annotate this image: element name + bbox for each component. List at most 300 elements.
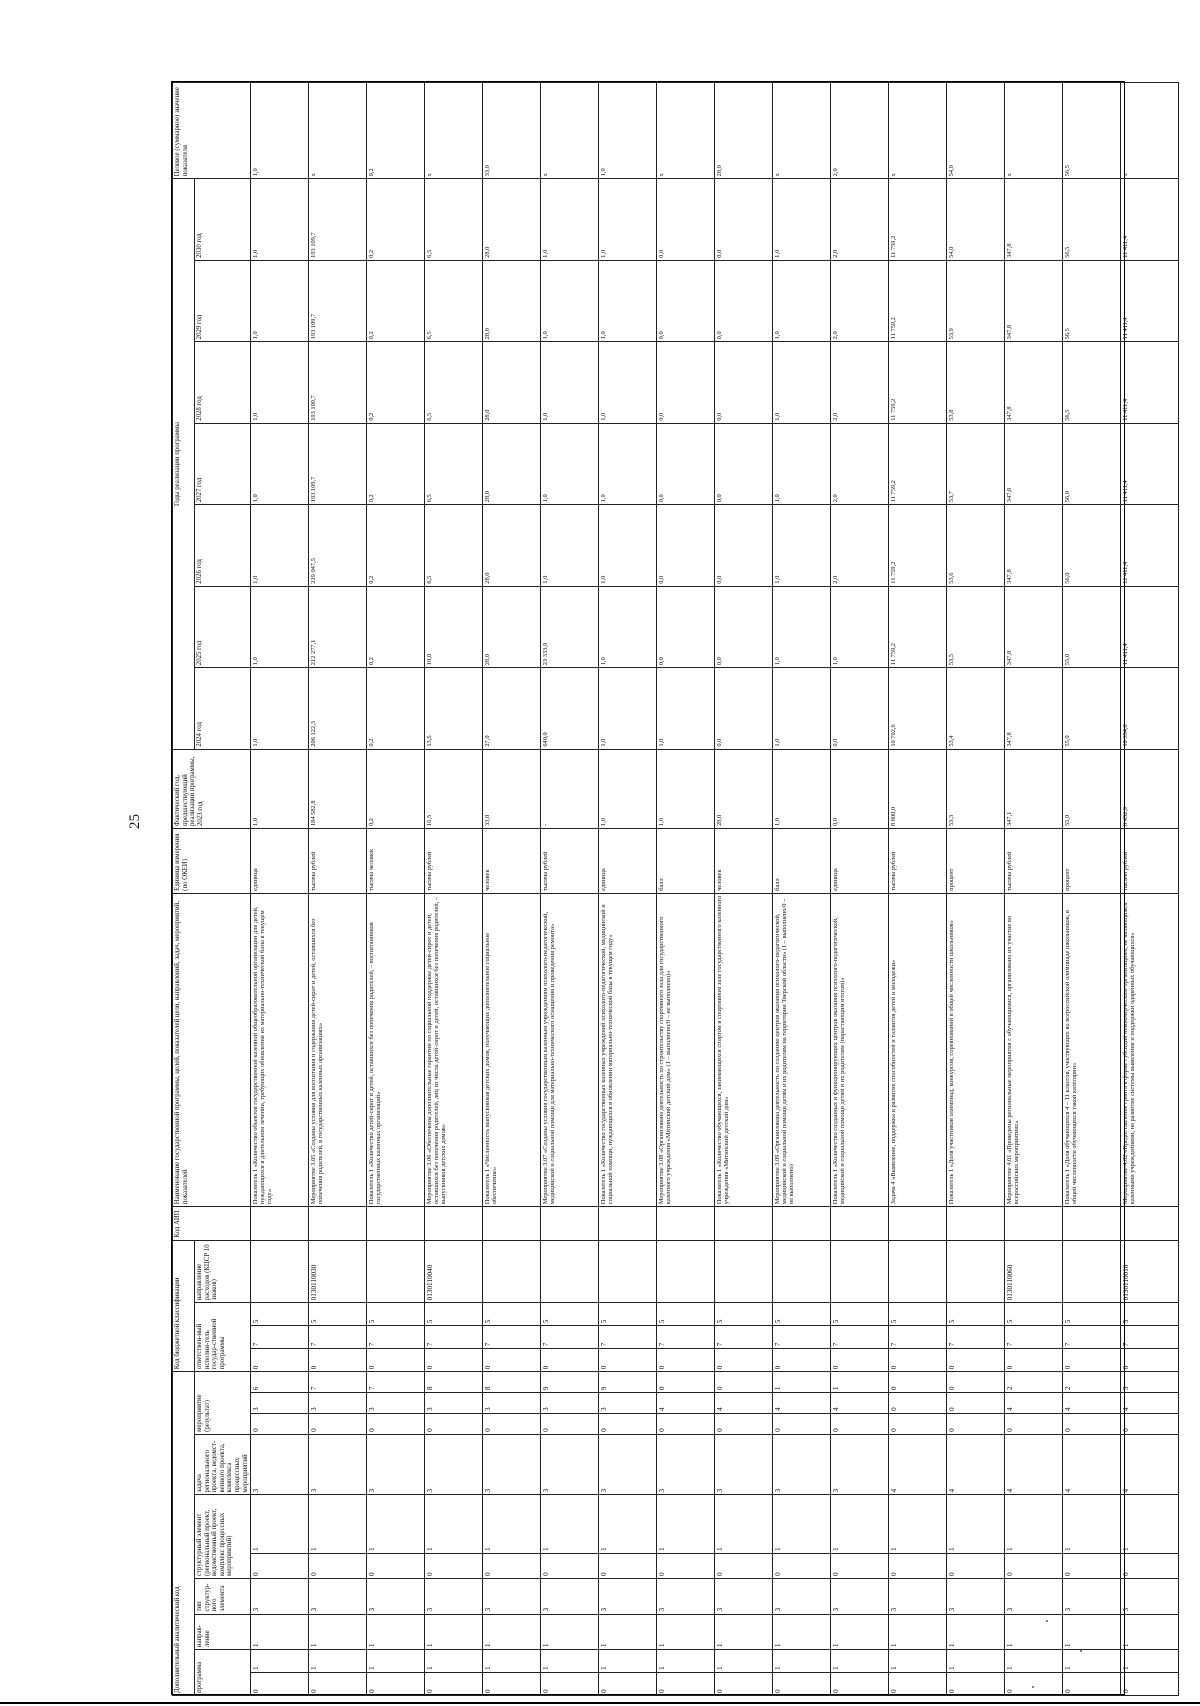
name-cell: Мероприятие 3.05 «Созданы условия для воспитания и содержания детей-сирот и детей, оставшихся без попечения родителей, в государственных казенных организациях» (309, 893, 367, 1206)
year-value-cell: 11 411,4 (1121, 586, 1179, 667)
code-digit-cell: 1 (367, 1614, 425, 1650)
table-row (889, 83, 947, 1696)
year-value-cell: 0,2 (367, 423, 425, 504)
aip-cell (309, 1207, 367, 1240)
code-digit-cell: 3 (947, 1579, 1005, 1615)
year-value-cell: 347,8 (1005, 505, 1063, 586)
code-digit-cell: 5 (947, 1303, 1005, 1326)
fact-value-cell: 33,0 (483, 749, 541, 828)
code-digit-cell: 3 (367, 1579, 425, 1615)
scan-speck (1080, 1650, 1082, 1652)
code-digit-cell: 0 (599, 1553, 657, 1578)
code-digit-cell: 1 (483, 1614, 541, 1650)
name-cell: Показатель 1 «Количество объектов государственной казенной общеобразовательной организации для детей, нуждающихся в длительном лечении, требующих обновления их материально-технической базы в текущем году» (251, 893, 309, 1206)
code-digit-cell: 0 (831, 1553, 889, 1578)
header-year-2029: 2029 год (195, 260, 251, 341)
final-value-cell: x (773, 83, 831, 179)
header-aip: Код АИП (173, 1207, 251, 1240)
code-digit-cell: 4 (1005, 1434, 1063, 1495)
year-value-cell: 11 411,4 (1121, 260, 1179, 341)
year-value-cell: 1,0 (773, 179, 831, 261)
aip-cell (947, 1207, 1005, 1240)
code-digit-cell: 0 (309, 1414, 367, 1435)
year-value-cell: 1,0 (251, 179, 309, 261)
year-value-cell: 6,5 (425, 260, 483, 341)
code-digit-cell: 3 (309, 1434, 367, 1495)
table-rotator (172, 82, 1137, 1696)
code-digit-cell: 0 (889, 1393, 947, 1414)
code-digit-cell: 0 (599, 1414, 657, 1435)
year-value-cell: 28,0 (483, 423, 541, 504)
code-digit-cell: 0 (483, 1673, 541, 1696)
aip-cell (773, 1207, 831, 1240)
fact-value-cell: 1,0 (657, 749, 715, 828)
code-digit-cell: 1 (831, 1372, 889, 1393)
aip-cell (715, 1207, 773, 1240)
table-row (425, 83, 483, 1696)
code-digit-cell: 0 (1063, 1349, 1121, 1372)
unit-cell: тысяча рублей (1121, 829, 1179, 894)
fact-value-cell: 8 800,0 (889, 749, 947, 828)
code-digit-cell: 1 (251, 1495, 309, 1553)
code-digit-cell: 7 (1005, 1326, 1063, 1349)
kcsr-cell (599, 1240, 657, 1303)
year-value-cell: 1,0 (599, 342, 657, 423)
header-year-2025: 2025 год (195, 586, 251, 667)
code-digit-cell: 1 (889, 1614, 947, 1650)
fact-value-cell: 347,1 (1005, 749, 1063, 828)
year-value-cell: 1,0 (599, 179, 657, 261)
aip-cell (831, 1207, 889, 1240)
aip-cell (251, 1207, 309, 1240)
code-digit-cell: 0 (715, 1372, 773, 1393)
code-digit-cell: 0 (889, 1349, 947, 1372)
code-digit-cell: 7 (715, 1326, 773, 1349)
year-value-cell: 13,5 (425, 668, 483, 749)
code-digit-cell: 3 (599, 1393, 657, 1414)
code-digit-cell: 5 (657, 1303, 715, 1326)
final-value-cell: 2,0 (831, 83, 889, 179)
final-value-cell: x (1005, 83, 1063, 179)
aip-cell (889, 1207, 947, 1240)
aip-cell (599, 1207, 657, 1240)
code-digit-cell: 1 (599, 1614, 657, 1650)
code-digit-cell: 5 (483, 1303, 541, 1326)
aip-cell (657, 1207, 715, 1240)
year-value-cell: 0,0 (657, 179, 715, 261)
code-digit-cell: 3 (541, 1579, 599, 1615)
code-digit-cell: 4 (1005, 1393, 1063, 1414)
header-name: Наименование государственной программы, целей, показателей цели, направлений, задач, мероприятий, показателей (173, 893, 251, 1206)
code-digit-cell: 5 (425, 1303, 483, 1326)
code-digit-cell: 7 (889, 1326, 947, 1349)
code-digit-cell: 3 (831, 1434, 889, 1495)
code-digit-cell: 3 (831, 1579, 889, 1615)
code-digit-cell: 1 (599, 1495, 657, 1553)
code-digit-cell: 0 (309, 1349, 367, 1372)
code-digit-cell: 3 (483, 1393, 541, 1414)
scan-edge-line (0, 1702, 1200, 1704)
code-digit-cell: 7 (831, 1326, 889, 1349)
final-value-cell: x (1121, 83, 1179, 179)
code-digit-cell: 0 (1063, 1553, 1121, 1578)
code-digit-cell: 8 (483, 1372, 541, 1393)
unit-cell: тысяча рублей (1005, 829, 1063, 894)
code-digit-cell: 0 (947, 1349, 1005, 1372)
year-value-cell: 0,0 (657, 260, 715, 341)
code-digit-cell: 5 (1063, 1303, 1121, 1326)
header-task: задача регионального проекта, ведомст-венного проекта, комплекса процессных мероприятий (195, 1434, 251, 1495)
name-cell: Мероприятие 3.09 «Организована деятельность по созданию центров оказания психолого-педагогической, медицинской и социальной помощи детям и их родителям на территории Тверской области» (1 – выполнено/0 – не выполнено) (773, 893, 831, 1206)
code-digit-cell: 7 (425, 1326, 483, 1349)
unit-cell: балл (773, 829, 831, 894)
year-value-cell: 1,0 (773, 505, 831, 586)
code-digit-cell: 0 (657, 1553, 715, 1578)
code-digit-cell: 1 (889, 1495, 947, 1553)
code-digit-cell: 1 (1005, 1495, 1063, 1553)
kcsr-cell (367, 1240, 425, 1303)
name-cell: Мероприятие 3.06 «Обеспечены дополнительные гарантии по социальной поддержке детей-сирот и детей, оставшихся без попечения родителей, лиц из числа детей-сирот и детей, оставшихся без попечения родителей, – выпускников детских домов» (425, 893, 483, 1206)
code-digit-cell: 1 (947, 1650, 1005, 1673)
code-digit-cell: 3 (889, 1579, 947, 1615)
code-digit-cell: 5 (309, 1303, 367, 1326)
table-row (715, 83, 773, 1696)
fact-value-cell: 16,5 (425, 749, 483, 828)
code-digit-cell: 5 (1005, 1303, 1063, 1326)
year-value-cell: 1,0 (541, 260, 599, 341)
year-value-cell: 53,5 (947, 586, 1005, 667)
table-row (831, 83, 889, 1696)
year-value-cell: 0,0 (715, 668, 773, 749)
header-year-2027: 2027 год (195, 423, 251, 504)
year-value-cell: 0,2 (367, 179, 425, 261)
kcsr-cell: 0130110060 (1005, 1240, 1063, 1303)
code-digit-cell: 0 (425, 1553, 483, 1578)
kcsr-cell (947, 1240, 1005, 1303)
fact-value-cell: 1,0 (251, 749, 309, 828)
code-digit-cell: 3 (541, 1434, 599, 1495)
code-digit-cell: 1 (251, 1614, 309, 1650)
code-digit-cell: 0 (309, 1673, 367, 1696)
header-year-2024: 2024 год (195, 668, 251, 749)
aip-cell (367, 1207, 425, 1240)
year-value-cell: 2,0 (831, 505, 889, 586)
fact-value-cell: 0,2 (367, 749, 425, 828)
code-digit-cell: 1 (831, 1614, 889, 1650)
code-digit-cell: 4 (1121, 1434, 1179, 1495)
year-value-cell: 347,8 (1005, 342, 1063, 423)
code-digit-cell: 3 (1005, 1579, 1063, 1615)
table-row (309, 83, 367, 1696)
code-digit-cell: 0 (715, 1414, 773, 1435)
year-value-cell: 1,0 (541, 505, 599, 586)
year-value-cell: 1,0 (599, 586, 657, 667)
final-value-cell: 33,0 (483, 83, 541, 179)
code-digit-cell: 5 (715, 1303, 773, 1326)
code-digit-cell: 1 (657, 1495, 715, 1553)
year-value-cell: 1,0 (541, 423, 599, 504)
code-digit-cell: 7 (541, 1326, 599, 1349)
code-digit-cell: 0 (251, 1553, 309, 1578)
kcsr-cell (483, 1240, 541, 1303)
code-digit-cell: 0 (1063, 1414, 1121, 1435)
code-digit-cell: 0 (947, 1553, 1005, 1578)
year-value-cell: 11 759,2 (889, 260, 947, 341)
fact-value-cell: - (541, 749, 599, 828)
year-value-cell: 2,0 (831, 260, 889, 341)
fact-value-cell: 0,0 (831, 749, 889, 828)
year-value-cell: 53,7 (947, 423, 1005, 504)
code-digit-cell: 3 (483, 1434, 541, 1495)
unit-cell: процент (947, 829, 1005, 894)
header-year-2030: 2030 год (195, 179, 251, 261)
year-value-cell: 1,0 (251, 505, 309, 586)
code-digit-cell: 0 (715, 1673, 773, 1696)
header-expense: направление расходов (КЦСР 10 знаков) (195, 1240, 251, 1303)
year-value-cell: 212 277,1 (309, 586, 367, 667)
code-digit-cell: 0 (831, 1349, 889, 1372)
header-event: мероприятие (результат) (195, 1372, 251, 1435)
year-value-cell: 1,0 (773, 260, 831, 341)
header-year-2028: 2028 год (195, 342, 251, 423)
code-digit-cell: 5 (773, 1303, 831, 1326)
code-digit-cell: 1 (831, 1495, 889, 1553)
program-table (172, 82, 1179, 1696)
table-row (367, 83, 425, 1696)
code-digit-cell: 1 (1063, 1650, 1121, 1673)
kcsr-cell (773, 1240, 831, 1303)
kcsr-cell: 0130110010 (1121, 1240, 1179, 1303)
year-value-cell: 193 109,7 (309, 179, 367, 261)
code-digit-cell: 1 (425, 1614, 483, 1650)
code-digit-cell: 5 (367, 1303, 425, 1326)
year-value-cell: 28,0 (483, 505, 541, 586)
page-number: 25 (127, 814, 143, 829)
code-digit-cell: 5 (541, 1303, 599, 1326)
code-digit-cell: 1 (309, 1650, 367, 1673)
code-digit-cell: 1 (599, 1650, 657, 1673)
code-digit-cell: 1 (541, 1495, 599, 1553)
year-value-cell: 1,0 (599, 260, 657, 341)
year-value-cell: 53,6 (947, 505, 1005, 586)
header-fact: Фактический год, предшествующий реализации программы, 2023 год (173, 749, 251, 828)
table-row (483, 83, 541, 1696)
code-digit-cell: 1 (541, 1650, 599, 1673)
year-value-cell: 0,0 (715, 260, 773, 341)
code-digit-cell: 4 (715, 1393, 773, 1414)
code-digit-cell: 0 (367, 1553, 425, 1578)
name-cell: Мероприятие 4.01 «Проведены региональные мероприятия с обучающимися, организовано их участие во всероссийских мероприятиях» (1005, 893, 1063, 1206)
code-digit-cell: 0 (251, 1673, 309, 1696)
final-value-cell: 0,2 (367, 83, 425, 179)
code-digit-cell: 0 (425, 1349, 483, 1372)
year-value-cell: 1,0 (599, 505, 657, 586)
kcsr-cell (251, 1240, 309, 1303)
code-digit-cell: 7 (483, 1326, 541, 1349)
code-digit-cell: 0 (1121, 1349, 1179, 1372)
code-digit-cell: 0 (425, 1414, 483, 1435)
code-digit-cell: 1 (889, 1650, 947, 1673)
year-value-cell: 347,8 (1005, 423, 1063, 504)
code-digit-cell: 0 (947, 1372, 1005, 1393)
code-digit-cell: 1 (773, 1650, 831, 1673)
table-row (1005, 83, 1063, 1696)
final-value-cell: 56,5 (1063, 83, 1121, 179)
year-value-cell: 10 354,8 (1121, 668, 1179, 749)
year-value-cell: 1,0 (773, 586, 831, 667)
code-digit-cell: 9 (541, 1372, 599, 1393)
year-value-cell: 11 759,2 (889, 586, 947, 667)
code-digit-cell: 2 (1005, 1372, 1063, 1393)
code-digit-cell: 0 (657, 1414, 715, 1435)
header-budget-class: Код бюджетной классификации (173, 1240, 195, 1372)
code-digit-cell: 7 (309, 1326, 367, 1349)
final-value-cell: x (657, 83, 715, 179)
year-value-cell: 1,0 (599, 423, 657, 504)
table-row (1121, 83, 1179, 1696)
code-digit-cell: 1 (831, 1650, 889, 1673)
year-value-cell: 1,0 (251, 342, 309, 423)
unit-cell: тысяча рублей (309, 829, 367, 894)
header-executor: ответствен-ный исполни-тель государ-ственной программы (195, 1303, 251, 1372)
fact-value-cell: 1,0 (599, 749, 657, 828)
code-digit-cell: 7 (599, 1326, 657, 1349)
code-digit-cell: 3 (657, 1434, 715, 1495)
year-value-cell: 0,0 (657, 586, 715, 667)
code-digit-cell: 1 (1063, 1614, 1121, 1650)
year-value-cell: 347,8 (1005, 260, 1063, 341)
code-digit-cell: 5 (889, 1303, 947, 1326)
kcsr-cell (889, 1240, 947, 1303)
final-value-cell: 1,0 (599, 83, 657, 179)
year-value-cell: 2,0 (831, 342, 889, 423)
table-row (599, 83, 657, 1696)
year-value-cell: 0,2 (367, 342, 425, 423)
final-value-cell: x (889, 83, 947, 179)
code-digit-cell: 5 (1121, 1303, 1179, 1326)
name-cell: Мероприятие 3.07 «Созданы условия государственным казенным учреждениям психолого-педагогической, медицинской и социальной помощи для материально-технического оснащения и проведения ремонта» (541, 893, 599, 1206)
year-value-cell: 11 759,2 (889, 423, 947, 504)
name-cell: Показатель 1 «Численность выпускников детских домов, получающих дополнительное социальное обеспечение» (483, 893, 541, 1206)
header-year-2026: 2026 год (195, 505, 251, 586)
header-direction: направ-ление (195, 1614, 251, 1650)
year-value-cell: 347,8 (1005, 668, 1063, 749)
year-value-cell: 56,5 (1063, 260, 1121, 341)
year-value-cell: 0,0 (715, 342, 773, 423)
code-digit-cell: 1 (309, 1614, 367, 1650)
code-digit-cell: 3 (1121, 1579, 1179, 1615)
year-value-cell: 193 109,7 (309, 260, 367, 341)
table-row (1063, 83, 1121, 1696)
year-value-cell: 23 333,9 (541, 586, 599, 667)
code-digit-cell: 3 (251, 1579, 309, 1615)
year-value-cell: 1,0 (773, 668, 831, 749)
year-value-cell: 56,0 (1063, 423, 1121, 504)
year-value-cell: 6,5 (425, 423, 483, 504)
code-digit-cell: 3 (425, 1579, 483, 1615)
code-digit-cell: 1 (1005, 1614, 1063, 1650)
year-value-cell: 1,0 (251, 423, 309, 504)
code-digit-cell: 0 (599, 1673, 657, 1696)
year-value-cell: 219 047,5 (309, 505, 367, 586)
code-digit-cell: 3 (251, 1393, 309, 1414)
code-digit-cell: 7 (367, 1326, 425, 1349)
code-digit-cell: 7 (947, 1326, 1005, 1349)
code-digit-cell: 4 (1121, 1393, 1179, 1414)
name-cell: Показатель 1 «Количество созданных и функционирующих центров оказания психолого-педагогической, медицинской и социальной помощи детям и их родителям (нарастающим итогом)» (831, 893, 889, 1206)
code-digit-cell: 0 (715, 1553, 773, 1578)
code-digit-cell: 1 (715, 1650, 773, 1673)
year-value-cell: 2,0 (831, 179, 889, 261)
code-digit-cell: 0 (657, 1673, 715, 1696)
code-digit-cell: 0 (889, 1553, 947, 1578)
code-digit-cell: 4 (831, 1393, 889, 1414)
code-digit-cell: 7 (773, 1326, 831, 1349)
code-digit-cell: 0 (1005, 1349, 1063, 1372)
final-value-cell: 28,0 (715, 83, 773, 179)
code-digit-cell: 3 (715, 1434, 773, 1495)
code-digit-cell: 0 (715, 1349, 773, 1372)
final-value-cell: x (309, 83, 367, 179)
year-value-cell: 0,0 (715, 179, 773, 261)
year-value-cell: 55,0 (1063, 586, 1121, 667)
code-digit-cell: 0 (773, 1349, 831, 1372)
code-digit-cell: 0 (1063, 1673, 1121, 1696)
fact-value-cell: 53,3 (947, 749, 1005, 828)
code-digit-cell: 1 (309, 1495, 367, 1553)
code-digit-cell: 3 (541, 1393, 599, 1414)
name-cell: Мероприятие 4.02 «Предоставление гранта в форме субсидий некоммерческим организациям, не являющимся казенными учреждениями, на развитие системы выявления и поддержки одаренных обучающихся» (1121, 893, 1179, 1206)
code-digit-cell: 7 (251, 1326, 309, 1349)
year-value-cell: 53,4 (947, 668, 1005, 749)
code-digit-cell: 0 (947, 1414, 1005, 1435)
year-value-cell: 0,2 (367, 586, 425, 667)
year-value-cell: 0,0 (715, 423, 773, 504)
code-digit-cell: 2 (1063, 1372, 1121, 1393)
code-digit-cell: 0 (831, 1414, 889, 1435)
year-value-cell: 1,0 (541, 342, 599, 423)
year-value-cell: 640,0 (541, 668, 599, 749)
code-digit-cell: 5 (599, 1303, 657, 1326)
year-value-cell: 193 109,7 (309, 342, 367, 423)
code-digit-cell: 7 (1121, 1326, 1179, 1349)
year-value-cell: 6,5 (425, 505, 483, 586)
code-digit-cell: 1 (773, 1614, 831, 1650)
unit-cell: тысяча рублей (425, 829, 483, 894)
code-digit-cell: 1 (483, 1495, 541, 1553)
code-digit-cell: 3 (309, 1393, 367, 1414)
table-row (773, 83, 831, 1696)
final-value-cell: x (541, 83, 599, 179)
code-digit-cell: 1 (483, 1650, 541, 1673)
code-digit-cell: 1 (1121, 1495, 1179, 1553)
fact-value-cell: 28,0 (715, 749, 773, 828)
kcsr-cell (541, 1240, 599, 1303)
code-digit-cell: 0 (367, 1673, 425, 1696)
name-cell: Мероприятие 3.08 «Организована деятельность по строительству спортивного зала для государственного казенного учреждения «Митинский детский дом» (1 – выполнено/0 – не выполнено)» (657, 893, 715, 1206)
code-digit-cell: 1 (1005, 1650, 1063, 1673)
year-value-cell: 0,0 (657, 423, 715, 504)
code-digit-cell: 7 (657, 1326, 715, 1349)
code-digit-cell: 3 (1063, 1579, 1121, 1615)
kcsr-cell: 0130110030 (309, 1240, 367, 1303)
aip-cell (483, 1207, 541, 1240)
unit-cell: процент (1063, 829, 1121, 894)
header-dop-analytic: Дополнительный аналитический код (173, 1372, 195, 1696)
year-value-cell: 0,0 (657, 505, 715, 586)
year-value-cell: 1,0 (251, 586, 309, 667)
year-value-cell: 1,0 (251, 668, 309, 749)
